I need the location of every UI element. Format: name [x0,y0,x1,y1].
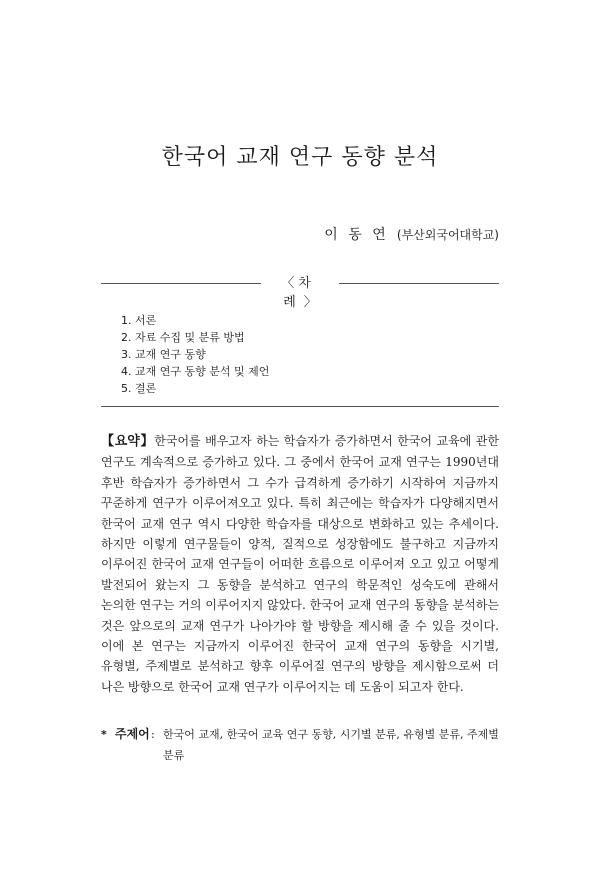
abstract-label: 【요약】 [101,434,155,449]
author-affiliation: (부산외국어대학교) [396,228,499,242]
keywords-values: 한국어 교재, 한국어 교육 연구 동향, 시기별 분류, 유형별 분류, 주제별 분류 [163,728,499,762]
toc-item: 3. 교재 연구 동향 [121,348,206,361]
toc-heading-label [261,272,339,310]
toc-item: 4. 교재 연구 동향 분석 및 제언 [121,365,270,378]
toc-heading-rule-left [101,283,261,284]
toc-list [121,312,269,397]
toc-item: 5. 결론 [121,382,157,395]
keywords-colon: : [151,728,155,741]
author-line [324,224,499,244]
keywords-mark: * [101,728,107,741]
keywords-label: 주제어 [115,727,150,741]
toc-heading-rule-right [339,283,499,284]
toc-heading [101,272,499,310]
toc-item: 1. 서론 [121,314,157,327]
toc-open-bracket: 〈 [281,276,295,291]
paper-title: 한국어 교재 연구 동향 분석 [161,145,439,170]
toc-divider [101,406,499,407]
toc-close-bracket: 〉 [303,295,317,310]
abstract-text: 한국어를 배우고자 하는 학습자가 증가하면서 한국어 교육에 관한 연구도 계속적으로 증가하고 있다. 그 중에서 한국어 교재 연구는 1990년대 후반 학습자가 증가하면서 그 수가 급격하게 증가하기 시작하여 지금까지 꾸준하게 연구가 이루어져오고 있다. 특히 최근에는 학습자가 다양해지면서 한국어 교재 연구 역시 다양한 학습자를 대상으로 변화하고 있는 추세이다. 하지만 이렇게 연구물들이 양적, 질적으로 성장함에도 불구하고 지금까지 이루어진 한국어 교재 연구들이 어떠한 흐름으로 이루어져 오고 있고 어떻게 발전되어 왔는지 그 동향을 분석하고 연구의 학문적인 성숙도에 관해서 논의한 연구는 거의 이루어지지 않았다. 한국어 교재 연구의 동향을 분석하는 것은 앞으로의 교재 연구가 나아가야 할 방향을 제시해 줄 수 있을 것이다. 이에 본 연구는 지금까지 이루어진 한국어 교재 연구의 동향을 시기별, 유형별, 주제별로 분석하고 향후 이루어질 연구의 방향을 제시함으로써 더 나은 방향으로 한국어 교재 연구가 이루어지는 데 도움이 되고자 한다. [101,434,499,694]
abstract [101,431,499,697]
toc-title: 차 례 [283,276,319,310]
toc-item: 2. 자료 수집 및 분류 방법 [121,331,245,344]
author-name: 이 동 연 [324,227,389,243]
